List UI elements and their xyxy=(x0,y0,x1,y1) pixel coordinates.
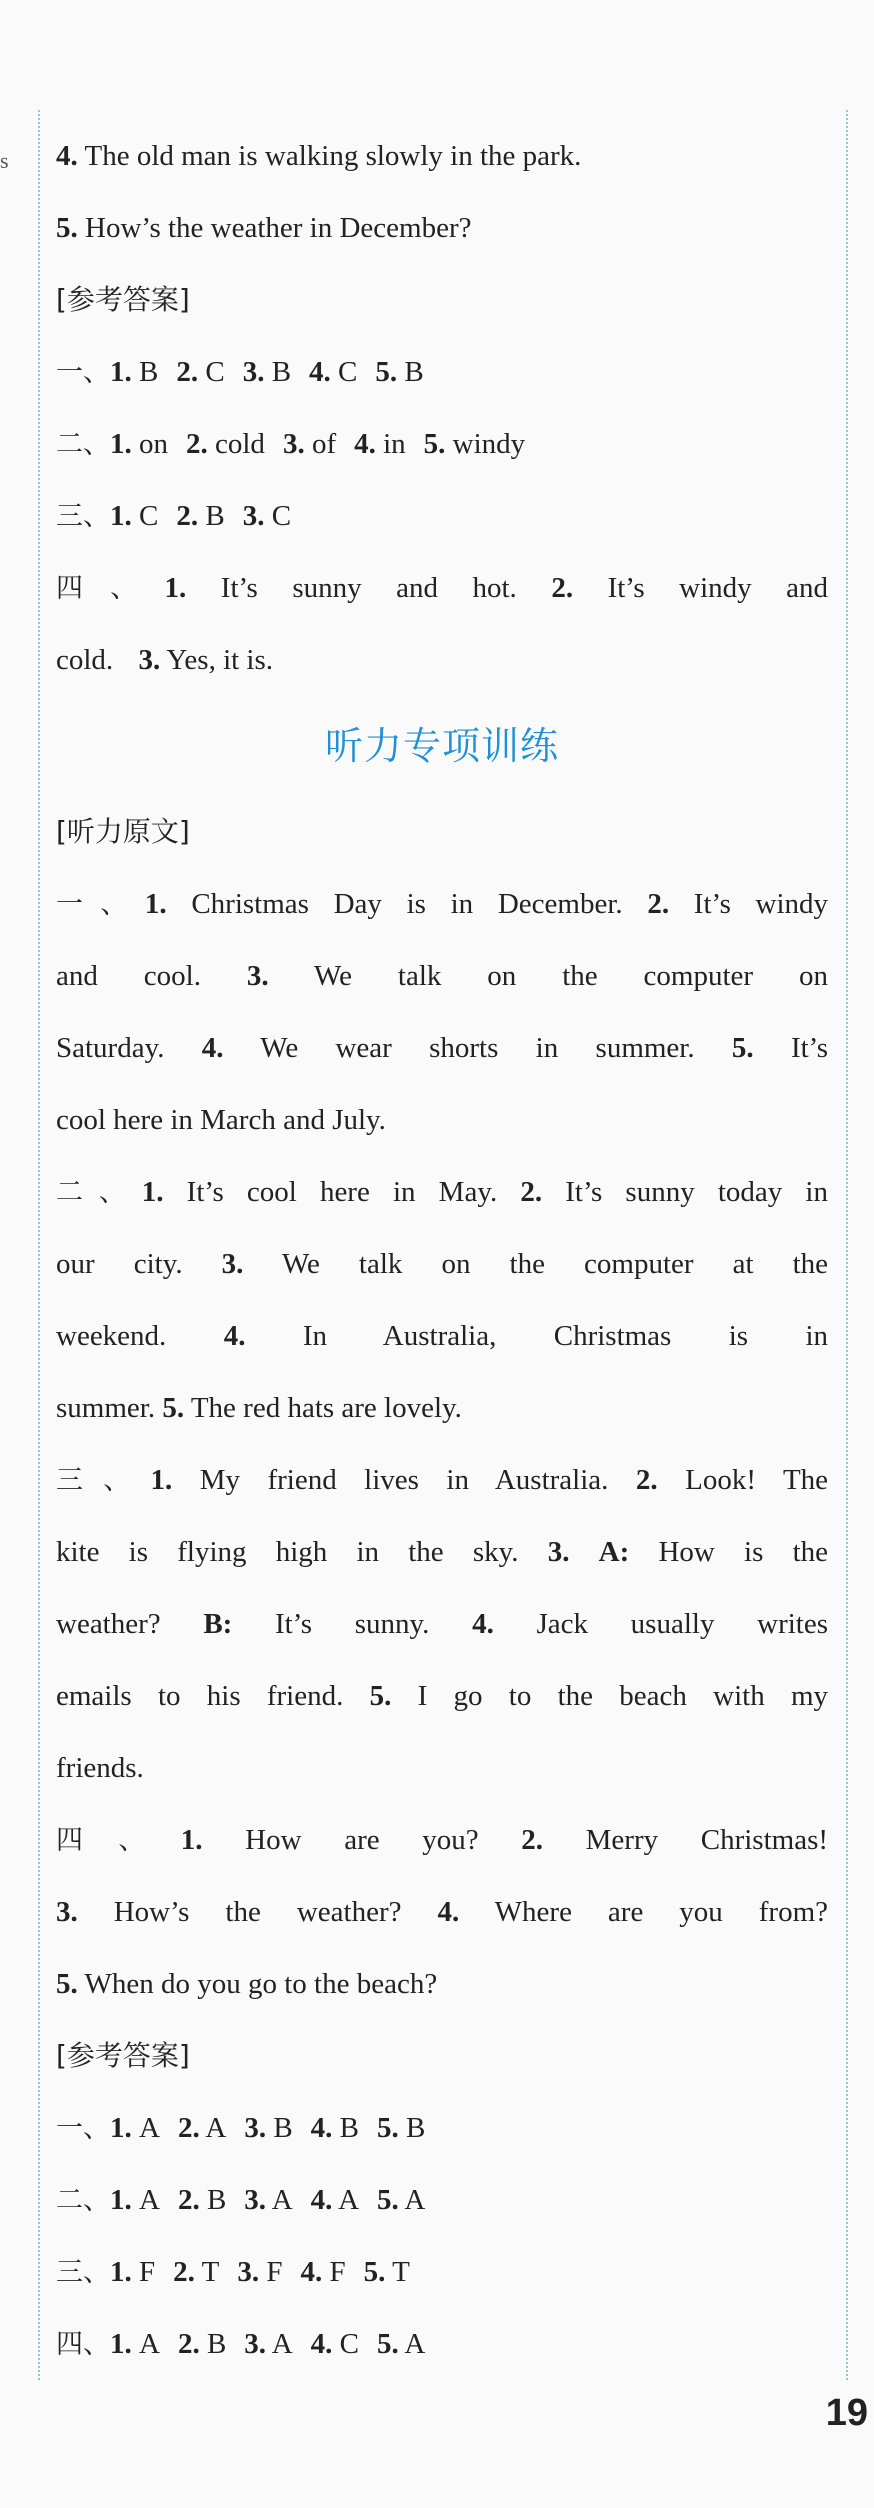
line-text: We wear shorts in summer. xyxy=(260,1032,695,1064)
line-text: The red hats are lovely. xyxy=(190,1392,462,1424)
item-number: 2. xyxy=(177,2112,200,2144)
item-number: 3. xyxy=(242,356,265,388)
item-number: 5. xyxy=(56,212,78,244)
section-prefix: 二、 xyxy=(56,429,110,460)
answer-value: on xyxy=(139,428,168,460)
item-number: 3. xyxy=(244,2112,267,2144)
item-number: 3. xyxy=(237,2256,260,2288)
text-line xyxy=(56,552,828,624)
text-line xyxy=(56,940,828,1012)
line-text: emails to his friend. xyxy=(56,1680,344,1712)
answer-value: T xyxy=(201,2256,220,2288)
item-number: 4. xyxy=(300,2256,323,2288)
item-number: 2. xyxy=(177,2328,200,2360)
item-number: 4. xyxy=(56,140,78,172)
text-line xyxy=(56,1588,828,1660)
line-text: It’s sunny. xyxy=(275,1608,430,1640)
item-number: 2. xyxy=(521,1824,543,1856)
line-text: and cool. xyxy=(56,960,201,992)
line-text: How’s the weather in December? xyxy=(85,212,472,244)
answer-value: A xyxy=(338,2184,360,2216)
line-text: It’s windy xyxy=(693,888,828,920)
item-number: 5. xyxy=(731,1032,754,1064)
answer-row xyxy=(56,480,828,552)
listening-part-1 xyxy=(56,868,828,1156)
answer-value: B xyxy=(206,2184,227,2216)
answer-value: A xyxy=(271,2328,293,2360)
line-text: How is the xyxy=(658,1536,828,1568)
line-text: In Australia, Christmas is in xyxy=(302,1320,828,1352)
line-text: cool here in March and July. xyxy=(56,1104,386,1136)
answer-value: B xyxy=(339,2112,359,2144)
item-number: 2. xyxy=(177,2184,200,2216)
item-number: 2. xyxy=(520,1176,543,1208)
answer-value: C xyxy=(139,500,159,532)
answer-value: B xyxy=(206,2328,227,2360)
answer-value: C xyxy=(271,500,292,532)
section-prefix: 四、 xyxy=(56,573,165,604)
line-text: How are you? xyxy=(245,1824,479,1856)
line-text: Saturday. xyxy=(56,1032,165,1064)
item-number: A: xyxy=(598,1536,630,1568)
line-text: summer. xyxy=(56,1392,156,1424)
section-prefix: 四、 xyxy=(56,1825,181,1856)
item-number: 5. xyxy=(377,2328,399,2360)
answer-value: of xyxy=(311,428,337,460)
item-number: 2. xyxy=(173,2256,195,2288)
item-number: 1. xyxy=(110,2184,132,2216)
line-text: Christmas Day is in December. xyxy=(191,888,623,920)
item-number: 3. xyxy=(282,428,305,460)
listening-tag xyxy=(56,796,828,868)
item-number: 1. xyxy=(164,572,187,604)
page-content xyxy=(56,120,828,2380)
item-number: 3. xyxy=(246,960,269,992)
answer-row xyxy=(56,2236,828,2308)
item-number: 1. xyxy=(110,2112,132,2144)
right-margin-rule xyxy=(846,110,848,2380)
item-number: 5. xyxy=(369,1680,392,1712)
item-number: 5. xyxy=(56,1968,78,2000)
line-text: It’s sunny today in xyxy=(565,1176,828,1208)
listening-part-3 xyxy=(56,1444,828,1804)
text-line xyxy=(56,1156,828,1228)
text-line xyxy=(56,1012,828,1084)
line-text: When do you go to the beach? xyxy=(84,1968,438,2000)
item-number: 4. xyxy=(354,428,376,460)
item-number: 3. xyxy=(221,1248,244,1280)
text-line xyxy=(56,1804,828,1876)
answer-value: A xyxy=(139,2112,160,2144)
line-text: How’s the weather? xyxy=(113,1896,402,1928)
line-text: weekend. xyxy=(56,1320,167,1352)
answer-value: B xyxy=(404,356,424,388)
line-text: I go to the beach with my xyxy=(417,1680,828,1712)
line-text: Jack usually writes xyxy=(536,1608,828,1640)
page-number: 19 xyxy=(825,2392,868,2434)
line-text: The old man is walking slowly in the park. xyxy=(84,140,582,172)
item-number: 1. xyxy=(150,1464,173,1496)
item-number: 2. xyxy=(186,428,208,460)
item-number: 1. xyxy=(110,2328,132,2360)
answer-value: A xyxy=(205,2112,227,2144)
section-prefix: 三、 xyxy=(56,1465,151,1496)
item-number: 4. xyxy=(310,2328,333,2360)
item-number: 4. xyxy=(201,1032,224,1064)
item-number: B: xyxy=(203,1608,233,1640)
answer-value: B xyxy=(205,500,225,532)
item-number: 1. xyxy=(110,2256,132,2288)
item-number: 5. xyxy=(363,2256,386,2288)
listening-part-4 xyxy=(56,1804,828,2020)
text-line xyxy=(56,1300,828,1372)
answer-value: in xyxy=(383,428,406,460)
text-line xyxy=(56,624,828,696)
answer-value: B xyxy=(273,2112,293,2144)
answer-value: B xyxy=(271,356,292,388)
answer-tag xyxy=(56,2020,828,2092)
text-line xyxy=(56,1228,828,1300)
answer-value: C xyxy=(205,356,225,388)
item-number: 4. xyxy=(310,2112,333,2144)
answer-row xyxy=(56,2308,828,2380)
item-number: 5. xyxy=(377,2184,399,2216)
text-line xyxy=(56,868,828,940)
item-number: 1. xyxy=(144,888,167,920)
text-line xyxy=(56,1660,828,1732)
item-number: 4. xyxy=(472,1608,494,1640)
answer-row xyxy=(56,336,828,408)
item-number: 5. xyxy=(423,428,446,460)
answer-value: C xyxy=(338,356,358,388)
answer-value: F xyxy=(139,2256,156,2288)
text-line xyxy=(56,1516,828,1588)
answer-row xyxy=(56,408,828,480)
answer-value: A xyxy=(139,2184,160,2216)
line-text: friends. xyxy=(56,1752,144,1784)
item-number: 5. xyxy=(375,356,398,388)
answer-value: B xyxy=(139,356,159,388)
line-text: weather? xyxy=(56,1608,161,1640)
section-prefix: 二、 xyxy=(56,1177,142,1208)
answer-row xyxy=(56,2092,828,2164)
section-prefix: 一、 xyxy=(56,357,110,388)
item-number: 2. xyxy=(551,572,574,604)
line-text: We talk on the computer at the xyxy=(281,1248,828,1280)
item-number: 3. xyxy=(56,1896,78,1928)
line-text: My friend lives in Australia. xyxy=(199,1464,609,1496)
line-text: Yes, it is. xyxy=(166,644,274,676)
item-number: 3. xyxy=(242,500,265,532)
answer-tag xyxy=(56,264,828,336)
answer-row xyxy=(56,2164,828,2236)
item-number: 5. xyxy=(162,1392,185,1424)
answer-value: A xyxy=(139,2328,160,2360)
line-text: It’s sunny and hot. xyxy=(220,572,517,604)
item-number: 3. xyxy=(244,2184,267,2216)
text-line xyxy=(56,1444,828,1516)
line-text: We talk on the computer on xyxy=(314,960,828,992)
answer-value: F xyxy=(329,2256,346,2288)
text-line xyxy=(56,1372,828,1444)
line-text: It’s cool here in May. xyxy=(186,1176,498,1208)
section-prefix: 四、 xyxy=(56,2329,110,2360)
section-prefix: 二、 xyxy=(56,2185,110,2216)
line-text: Look! The xyxy=(685,1464,828,1496)
item-number: 2. xyxy=(176,500,199,532)
item-number: 4. xyxy=(437,1896,460,1928)
answer-value: A xyxy=(271,2184,293,2216)
line-text: cold. xyxy=(56,644,114,676)
edge-mark: s xyxy=(0,148,9,173)
listening-tag-label: [听力原文] xyxy=(56,815,190,848)
section-prefix: 一、 xyxy=(56,889,145,920)
item-number: 3. xyxy=(138,644,161,676)
line-text: Where are you from? xyxy=(494,1896,828,1928)
item-number: 4. xyxy=(223,1320,246,1352)
listening-part-2 xyxy=(56,1156,828,1444)
line-text: kite is flying high in the sky. xyxy=(56,1536,519,1568)
item-number: 2. xyxy=(647,888,670,920)
answer-value: A xyxy=(404,2328,426,2360)
answer-tag-label: [参考答案] xyxy=(56,2039,190,2072)
text-line xyxy=(56,1084,828,1156)
item-number: 4. xyxy=(310,2184,333,2216)
answer-tag-label: [参考答案] xyxy=(56,283,190,316)
text-line xyxy=(56,1876,828,1948)
section-title: 听力专项训练 xyxy=(324,724,559,768)
answer-value: windy xyxy=(452,428,526,460)
answer-value: F xyxy=(266,2256,283,2288)
answer-value: C xyxy=(339,2328,359,2360)
line-text: It’s xyxy=(790,1032,828,1064)
item-number: 1. xyxy=(141,1176,164,1208)
text-line xyxy=(56,1948,828,2020)
answer-value: A xyxy=(404,2184,426,2216)
item-number: 4. xyxy=(309,356,331,388)
item-number: 1. xyxy=(110,500,132,532)
line-text: our city. xyxy=(56,1248,183,1280)
item-number: 1. xyxy=(180,1824,203,1856)
section-prefix: 三、 xyxy=(56,501,110,532)
line-text: It’s windy and xyxy=(607,572,828,604)
item-number: 2. xyxy=(635,1464,658,1496)
left-margin-rule xyxy=(38,110,40,2380)
answer-value: B xyxy=(406,2112,426,2144)
item-number: 5. xyxy=(377,2112,399,2144)
answer-value: cold xyxy=(215,428,265,460)
text-line xyxy=(56,120,828,192)
text-line xyxy=(56,192,828,264)
line-text: Merry Christmas! xyxy=(585,1824,828,1856)
section-prefix: 一、 xyxy=(56,2113,110,2144)
item-number: 3. xyxy=(547,1536,570,1568)
item-number: 3. xyxy=(244,2328,267,2360)
item-number: 1. xyxy=(110,428,132,460)
answer-value: T xyxy=(392,2256,410,2288)
text-line xyxy=(56,1732,828,1804)
item-number: 2. xyxy=(176,356,199,388)
item-number: 1. xyxy=(110,356,132,388)
section-prefix: 三、 xyxy=(56,2257,110,2288)
